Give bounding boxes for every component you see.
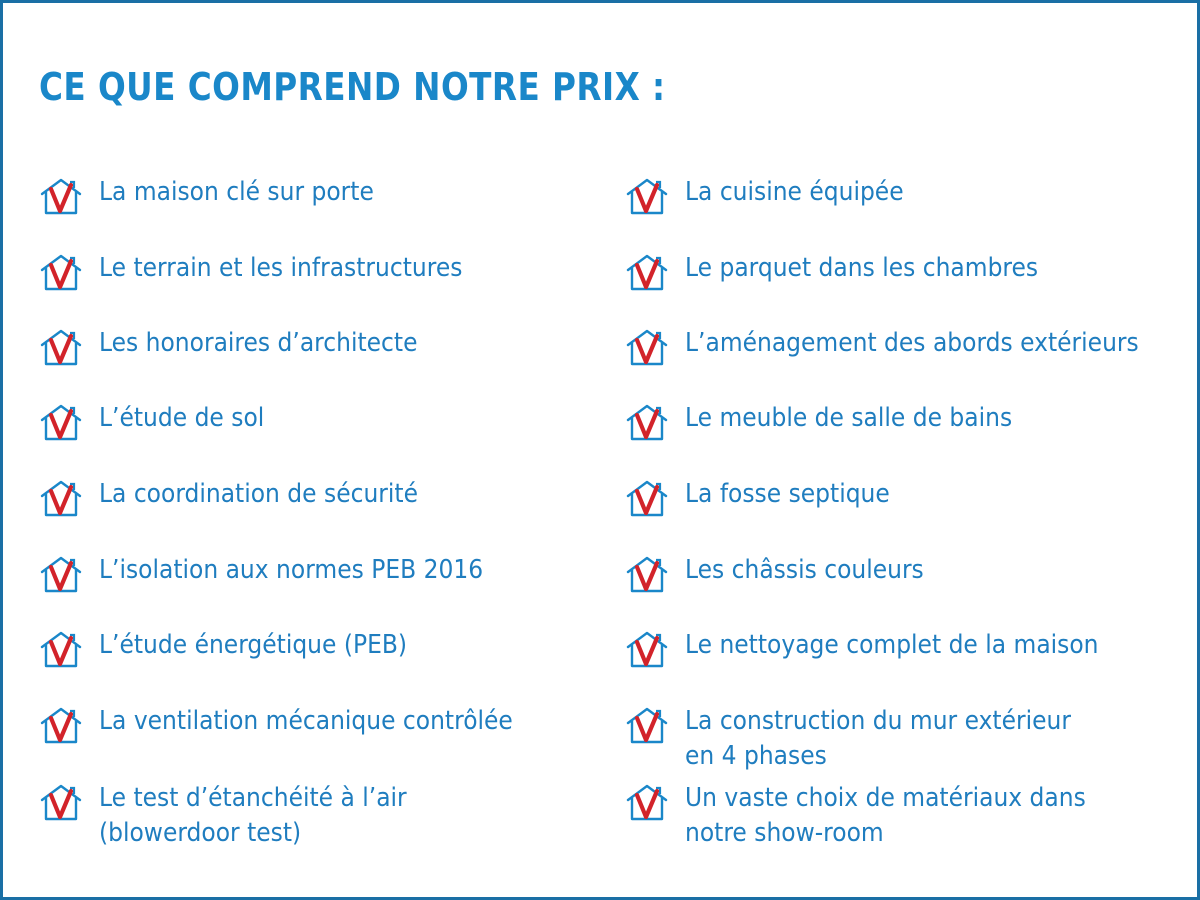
house-check-icon [625, 555, 669, 595]
list-item-text: L’isolation aux normes PEB 2016 [99, 555, 484, 585]
list-item-text: La fosse septique [685, 479, 890, 509]
page-title: CE QUE COMPREND NOTRE PRIX : [39, 65, 666, 109]
list-item-text-continued: (blowerdoor test) [99, 818, 302, 848]
list-item-label [99, 251, 462, 286]
list-item-text: L’aménagement des abords extérieurs [685, 328, 1139, 358]
list-item-label [99, 401, 264, 436]
list-item-text: Le parquet dans les chambres [685, 253, 1039, 283]
house-check-icon [625, 177, 669, 217]
list-item-text: Le test d’étanchéité à l’air [99, 783, 407, 813]
list-item-label [685, 175, 904, 210]
house-check-icon [39, 479, 83, 519]
house-check-icon [39, 403, 83, 443]
list-item-label [685, 477, 890, 512]
list-item-label [685, 326, 1139, 361]
list-item-text: Les honoraires d’architecte [99, 328, 418, 358]
list-item-label [685, 704, 1071, 774]
list-item-label [685, 401, 1012, 436]
list-item-label [99, 477, 418, 512]
list-item-text-continued: notre show-room [685, 818, 884, 848]
house-check-icon [625, 403, 669, 443]
list-item-label [685, 781, 1086, 851]
list-item-label [99, 553, 483, 588]
list-item-label [685, 628, 1099, 663]
list-item-label [99, 628, 407, 663]
list-item-text-continued: en 4 phases [685, 741, 827, 771]
list-item-text: Le nettoyage complet de la maison [685, 630, 1099, 660]
house-check-icon [39, 328, 83, 368]
house-check-icon [39, 555, 83, 595]
list-item-label [99, 326, 417, 361]
list-item-label [685, 553, 924, 588]
list-item-text: Le meuble de salle de bains [685, 403, 1013, 433]
list-item-label [99, 175, 374, 210]
list-item-text: La maison clé sur porte [99, 177, 374, 207]
house-check-icon [39, 630, 83, 670]
house-check-icon [39, 177, 83, 217]
list-item-text: Le terrain et les infrastructures [99, 253, 463, 283]
house-check-icon [39, 253, 83, 293]
house-check-icon [625, 630, 669, 670]
list-item-text: La cuisine équipée [685, 177, 904, 207]
house-check-icon [39, 783, 83, 823]
list-item-text: Les châssis couleurs [685, 555, 924, 585]
list-item-text: La construction du mur extérieur [685, 706, 1071, 736]
house-check-icon [625, 706, 669, 746]
house-check-icon [625, 253, 669, 293]
house-check-icon [625, 479, 669, 519]
house-check-icon [625, 783, 669, 823]
list-item-text: Un vaste choix de matériaux dans [685, 783, 1086, 813]
list-item-label [99, 704, 513, 739]
house-check-icon [625, 328, 669, 368]
house-check-icon [39, 706, 83, 746]
list-item-text: L’étude de sol [99, 403, 265, 433]
list-item-label [99, 781, 407, 851]
list-item-text: La coordination de sécurité [99, 479, 418, 509]
list-item-label [685, 251, 1038, 286]
list-item-text: La ventilation mécanique contrôlée [99, 706, 513, 736]
list-item-text: L’étude énergétique (PEB) [99, 630, 408, 660]
